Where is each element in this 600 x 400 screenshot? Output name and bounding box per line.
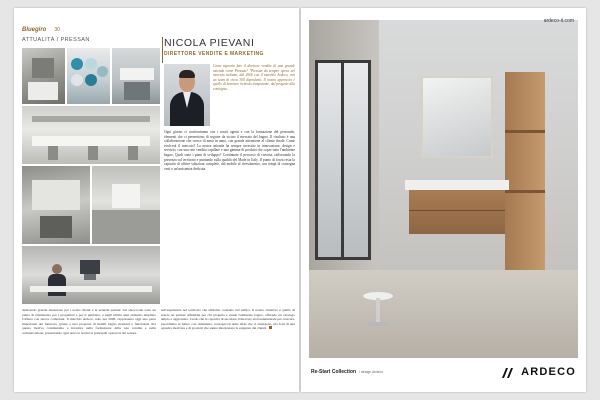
showroom-photo [22, 166, 90, 244]
masthead [22, 18, 162, 43]
interviewee-portrait [164, 64, 210, 126]
brand-wordmark: ARDECO [521, 366, 576, 378]
showroom-photo [22, 48, 65, 104]
section-label: ATTUALITÀ / PRESSAN [22, 37, 90, 43]
showroom-photo [112, 48, 160, 104]
showroom-photo [67, 48, 110, 104]
article-column-right [161, 308, 295, 388]
magazine-logo: Bluegiro [22, 27, 47, 33]
showroom-photo [22, 106, 160, 164]
ardeco-logo-icon [502, 368, 514, 378]
bathroom-ad-photo [309, 20, 578, 358]
collection-name [311, 369, 383, 375]
interviewee-role: DIRETTORE VENDITE E MARKETING [164, 51, 264, 57]
end-mark [269, 326, 272, 329]
ad-url: ardeco-it.com [543, 18, 574, 24]
ad-page [301, 8, 586, 392]
collection-subtitle: / design Ardeco [359, 370, 384, 374]
accent-rule [162, 37, 163, 63]
article-intro: Come signoria fare il direttore vendite di una grande azienda come Pressan? "Pressan da sempre opera nel mercato italiano, dal 2006 con il marchio Ardeco, con un team di circa 300 dipendenti. Il nostro approccio è quello di lavorare in modo trasparente, dal progetto alla consegna... [213, 64, 295, 91]
showroom-photo [92, 166, 160, 244]
article-body: Ogni giorno ci confrontiamo con i nostri agenti e con la formazione del personale, elementi che ci permettono di seguire da vicino il mercato del bagno. Il risultato è una collaborazione che cresce di anno in anno, con grande attenzione al cliente finale. Come evolverà il mercato? La nostra azienda ha sempre investito in innovazione, design e servizio, con una rete vendita capillare e una gamma di prodotti che copre tutto l'ambiente bagno. Quali sono i piani di sviluppo? Continuare il percorso di crescita, rafforzando la presenza sul territorio e puntando sulla qualità del Made in Italy. Il punto di forza resta la capacità di offrire soluzioni complete, dal mobile al rivestimento, con tempi di consegna certi e un'assistenza dedicata. [164, 130, 295, 171]
article-column-right-text: sull'esperienza nel territorio che abbiamo costruito nel tempo. Il nostro obiettivo è quello di essere un partner affidabile per chi progetta e vende l'ambiente bagno, offrendo un catalogo ampio e aggiornato. Credo che la capacità di ascoltare il mercato sia fondamentale per crescere. Guardiamo al futuro con ottimismo, consapevoli delle sfide che ci attendono, ma forti di una squadra motivata e di prodotti che sanno interpretare le esigenze dei clienti. [161, 308, 295, 330]
article-column-left: dedicando grande attenzione per i nostri clienti e le aziende partner. Gli showroom sono un punto di riferimento per i progettisti e per il pubblico, e negli ultimi anni abbiamo ampliato l'offerta con nuove collezioni. Il marchio Ardeco, nato nel 2006, rappresenta oggi una parte importante del fatturato, grazie a una proposta di mobili bagno moderni e funzionali. Per questo motivo continuiamo a investire nella formazione della rete vendita e nella comunicazione, presentando ogni anno le novità ai principali operatori del settore. [22, 308, 156, 335]
article-page [14, 8, 299, 392]
ad-footer [309, 366, 578, 386]
page-number: 30 [54, 27, 60, 33]
interviewee-name: NICOLA PIEVANI [164, 37, 255, 49]
collection-title: Re-Start Collection [311, 369, 357, 375]
office-photo [22, 246, 160, 304]
